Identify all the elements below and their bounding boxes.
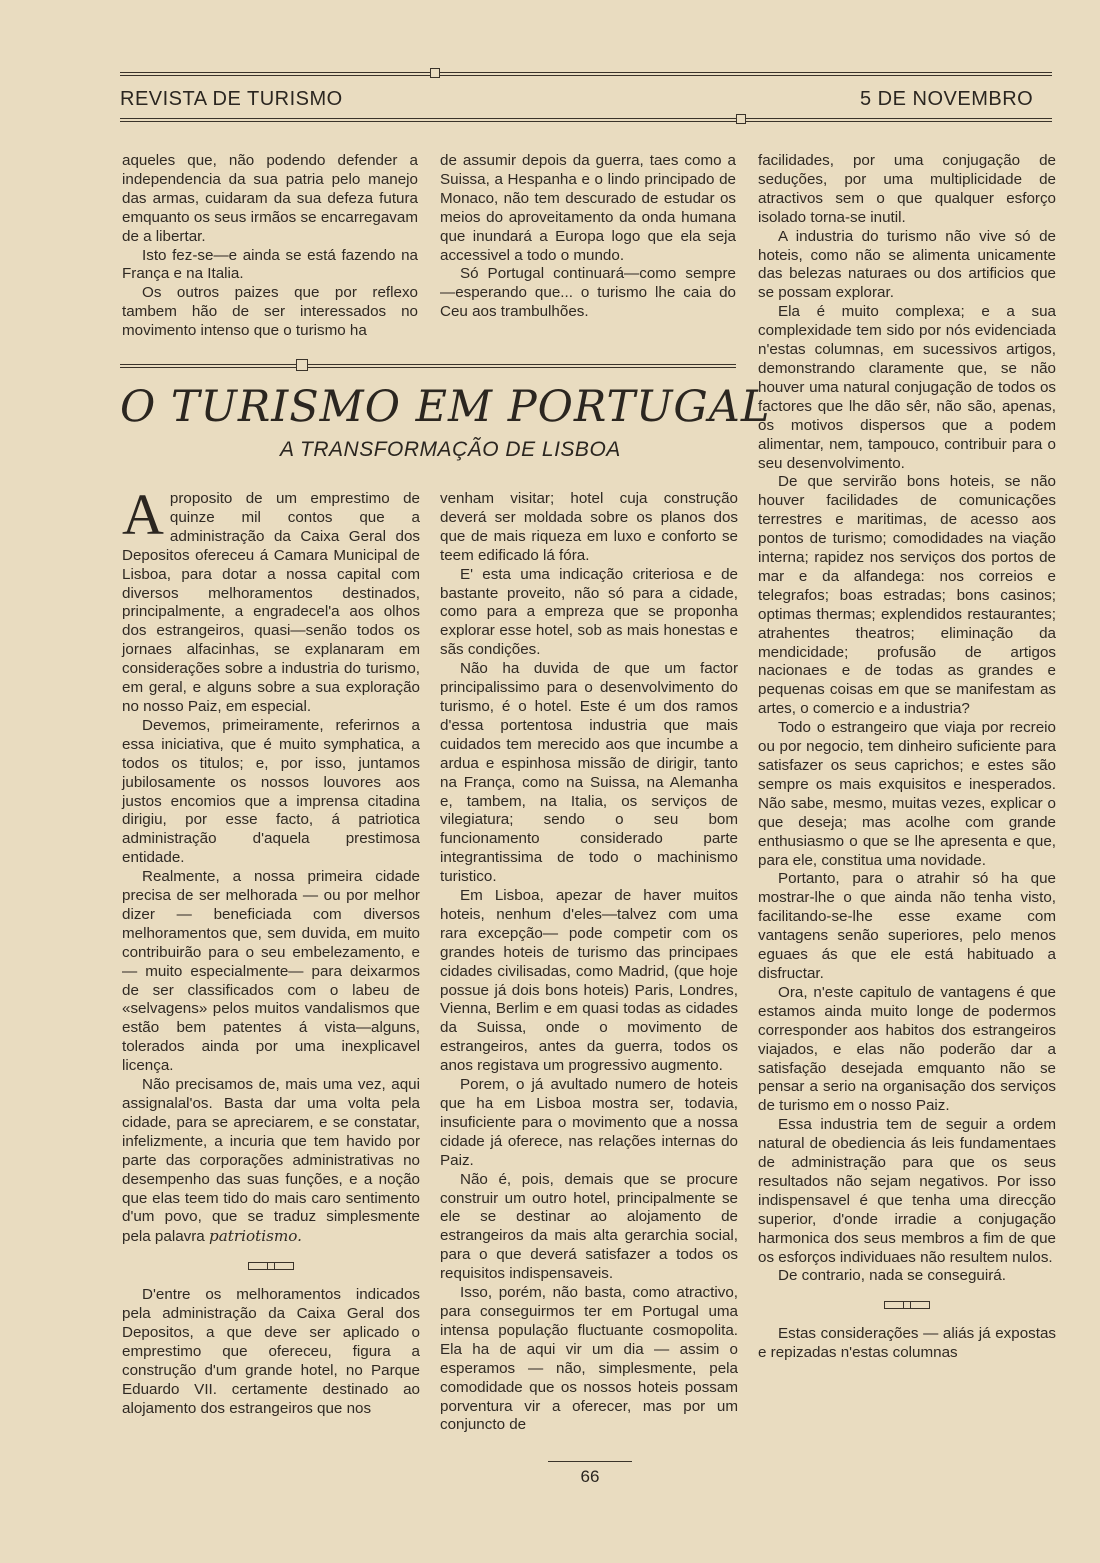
footer-rule [548, 1461, 632, 1462]
paragraph: Essa industria tem de seguir a ordem natural de obediencia ás leis fundamentaes de administração para que os seus resultados não sejam negativos. Por isso indispensavel é que tenha uma direcção superior, d'onde irradie a conjugação harmonica dos seus membros a fim de que os esforços individuaes não resultem nulos. [758, 1116, 1056, 1266]
paragraph: Portanto, para o atrahir só ha que mostrar-lhe o que ainda não tenha visto, facilitando-se-lhe esse exame com vantagens senão superiores, pelo menos eguaes ás que ele está habituado a disfructar. [758, 870, 1056, 982]
paragraph: de assumir depois da guerra, taes como a Suissa, a Hespanha e o lindo principado de Monaco, não tem descurado de estudar os meios do aproveitamento da onda humana que inundará a Europa logo que ela seja accessivel a todo o mundo. [440, 152, 736, 264]
paragraph: Isto fez-se—e ainda se está fazendo na França e na Italia. [122, 246, 418, 283]
article-column-3 [758, 152, 1056, 1363]
paragraph: Devemos, primeiramente, referirnos a essa iniciativa, que é muito symphatica, a todos os titulos; e, por isso, juntamos jubilosamente os nossos louvores aos justos encomios que a imprensa citadina dirigiu, por esse facto, á patriotica administração d'aquela prestimosa entidade. [122, 716, 420, 867]
paragraph: Todo o estrangeiro que viaja por recreio ou por negocio, tem dinheiro suficiente para satisfazer os seus caprichos; e estes são sempre os mais exquisitos e inesperados. Não sabe, mesmo, muitas vezes, explicar o que deseja; mas acolhe com grande enthusiasmo o que se lhe apresenta e que, para ele, constitua uma novidade. [758, 719, 1056, 869]
paragraph: De que servirão bons hoteis, se não houver facilidades de comunicações terrestres e maritimas, de acesso aos pontos de turismo; comodidades na viação interna; rapidez nos serviços dos portos de mar e da alfandega: nos correios e telegrafos; boas estradas; bons casinos; optimas thermas; explendidos restaurantes; atrahentes theatros; eliminação da mendicidade; profusão de artigos nacionaes e de todas as grandes e pequenas coisas em que se manifestam as artes, o comercio e a industria? [758, 473, 1056, 718]
paragraph: A industria do turismo não vive só de hoteis, como não se alimenta unicamente das belezas naturaes ou dos artificios que se possam explorar. [758, 227, 1056, 302]
paragraph: Realmente, a nossa primeira cidade precisa de ser melhorada — ou por melhor dizer — beneficiada com diversos melhoramentos que, sem duvida, em muito contribuirão para o seu embelezamento, e — muito especialmente— para deixarmos de ser classificados com o labeu de «selvagens» pelos muitos vandalismos que estão bem patentes á vista—alguns, tolerados ainda por uma inexplicavel licença. [122, 868, 420, 1075]
paragraph: Só Portugal continuará—como sempre—esperando que... o turismo lhe caia do Ceu aos trambulhões. [440, 265, 736, 321]
paragraph: Estas considerações — aliás já expostas e repizadas n'estas columnas [758, 1325, 1056, 1362]
paragraph: Não ha duvida de que um factor principalissimo para o desenvolvimento do turismo, é o hotel. Este é um dos ramos d'essa portentosa industria que mais cuidados tem merecido aos que incumbe a ardua e espinhosa missão de dirigir, tanto na França, como na Suissa, na Alemanha e, tambem, na Italia, os serviços de vilegiatura; sendo o seu bom funcionamento considerado parte integrantissima de todo o machinismo turistico. [440, 660, 738, 886]
article-subtitle: A TRANSFORMAÇÃO DE LISBOA [280, 438, 621, 461]
paragraph: Porem, o já avultado numero de hoteis que ha em Lisboa mostra ser, todavia, insuficiente para o movimento que a nossa cidade já oferece, nas relações internas do Paiz. [440, 1076, 738, 1169]
paragraph: proposito de um emprestimo de quinze mil contos que a administração da Caixa Geral dos Depositos ofereceu á Camara Municipal de Lisboa, para dotar a nossa capital com diversos melhoramentos destinados, principalmente, a engradecel'a aos olhos dos estrangeiros, quasi—senão todos os jornaes alfacinhas, se explanaram em considerações sobre a industria do turismo, em geral, e alguns sobre a sua exploração no nosso Paiz, em especial. [122, 490, 420, 715]
paragraph: facilidades, por uma conjugação de seduções, por uma multiplicidade de atractivos sem o que qualquer esforço isolado torna-se inutil. [758, 152, 1056, 226]
paragraph: Não é, pois, demais que se procure construir um outro hotel, principalmente se ele se destinar ao alojamento de estrangeiros da mais alta gerarchia social, para o que deverá satisfazer a todos os requisitos indispensaveis. [440, 1170, 738, 1283]
article-title: O TURISMO EM PORTUGAL [120, 382, 771, 432]
paragraph: aqueles que, não podendo defender a independencia da sua patria pelo manejo das armas, cuidaram da sua defeza futura emquanto os seus irmãos se encarregavam de a libertar. [122, 152, 418, 245]
header-rule-top [120, 72, 1052, 76]
article-column-2 [440, 490, 738, 1435]
paragraph: D'entre os melhoramentos indicados pela administração da Caixa Geral dos Depositos, a que deve ser aplicado o emprestimo que ofereceu, figura a construção d'um grande hotel, no Parque Eduardo VII. certamente destinado ao alojamento dos estrangeiros que nos [122, 1286, 420, 1417]
paragraph: Não precisamos de, mais uma vez, aqui assignalal'os. Basta dar uma volta pela cidade, para se apreciarem, e se constatar, infelizmente, a incuria que tem havido por parte das corporações administrativas no desempenho das suas funções, e a noção que elas teem tido do mais caro sentimento d'um povo, que se traduz simplesmente pela palavra [122, 1076, 420, 1246]
magazine-title: REVISTA DE TURISMO [120, 88, 343, 110]
issue-date: 5 DE NOVEMBRO [860, 88, 1034, 110]
header-rule-bottom [120, 118, 1052, 122]
paragraph: Ela é muito complexa; e a sua complexidade tem sido por nós evidenciada n'estas columnas, em sucessivos artigos, demonstrando claramente que, se não houver uma natural conjugação de todos os factores que lhe dão sêr, não são, apenas, os motivos dispersos que a podem alimentar, nem, tampouco, contribuir para o seu desenvolvimento. [758, 303, 1056, 472]
article-column-1 [122, 482, 420, 1419]
paragraph: E' esta uma indicação criteriosa e de bastante proveito, não só para a cidade, como para a empreza que se proponha explorar esse hotel, sob as mais honestas e sãs condições. [440, 565, 738, 659]
paragraph: venham visitar; hotel cuja construção deverá ser moldada sobre os planos dos que de mais riqueza em luxo e conforto se teem edificado lá fóra. [440, 490, 738, 564]
top-column-2 [440, 152, 736, 322]
paragraph-ornament [758, 1296, 1056, 1315]
section-ornament [296, 359, 308, 371]
paragraph: Os outros paizes que por reflexo tambem hão de ser interessados no movimento intenso que o turismo ha [122, 284, 418, 340]
paragraph-ornament [122, 1257, 420, 1276]
header-ornament-top [430, 68, 440, 78]
header-ornament-bottom [736, 114, 746, 124]
page-number: 66 [580, 1467, 600, 1486]
section-rule [120, 364, 736, 368]
paragraph: De contrario, nada se conseguirá. [778, 1267, 1006, 1285]
paragraph: Isso, porém, não basta, como atractivo, para conseguirmos ter em Portugal uma intensa população fluctuante cosmopolita. Ela ha de aqui vir um dia — assim o esperamos — não, simplesmente, pela comodidade que os nossos hoteis possam porventura vir a oferecer, mas por um conjuncto de [440, 1284, 738, 1434]
drop-cap: A [122, 482, 164, 547]
emphasis-word: patriotismo. [208, 1227, 302, 1246]
paragraph: Em Lisboa, apezar de haver muitos hoteis, nenhum d'eles—talvez com uma rara excepção— pode competir com os grandes hoteis de turismo das principaes cidades civilisadas, como Madrid, (que hoje possue já dois bons hoteis) Paris, Londres, Vienna, Berlim e em quasi todas as cidades da Suissa, onde o movimento de estrangeiros, antes da guerra, todos os anos registava um progressivo augmento. [440, 887, 738, 1075]
top-column-1 [122, 152, 418, 341]
paragraph: Ora, n'este capitulo de vantagens é que estamos ainda muito longe de podermos corresponder aos habitos dos estrangeiros viajados, e elas não poderão dar a satisfação desejada emquanto não se pensar a serio na organisação dos serviços de turismo em o nosso Paiz. [758, 983, 1056, 1115]
